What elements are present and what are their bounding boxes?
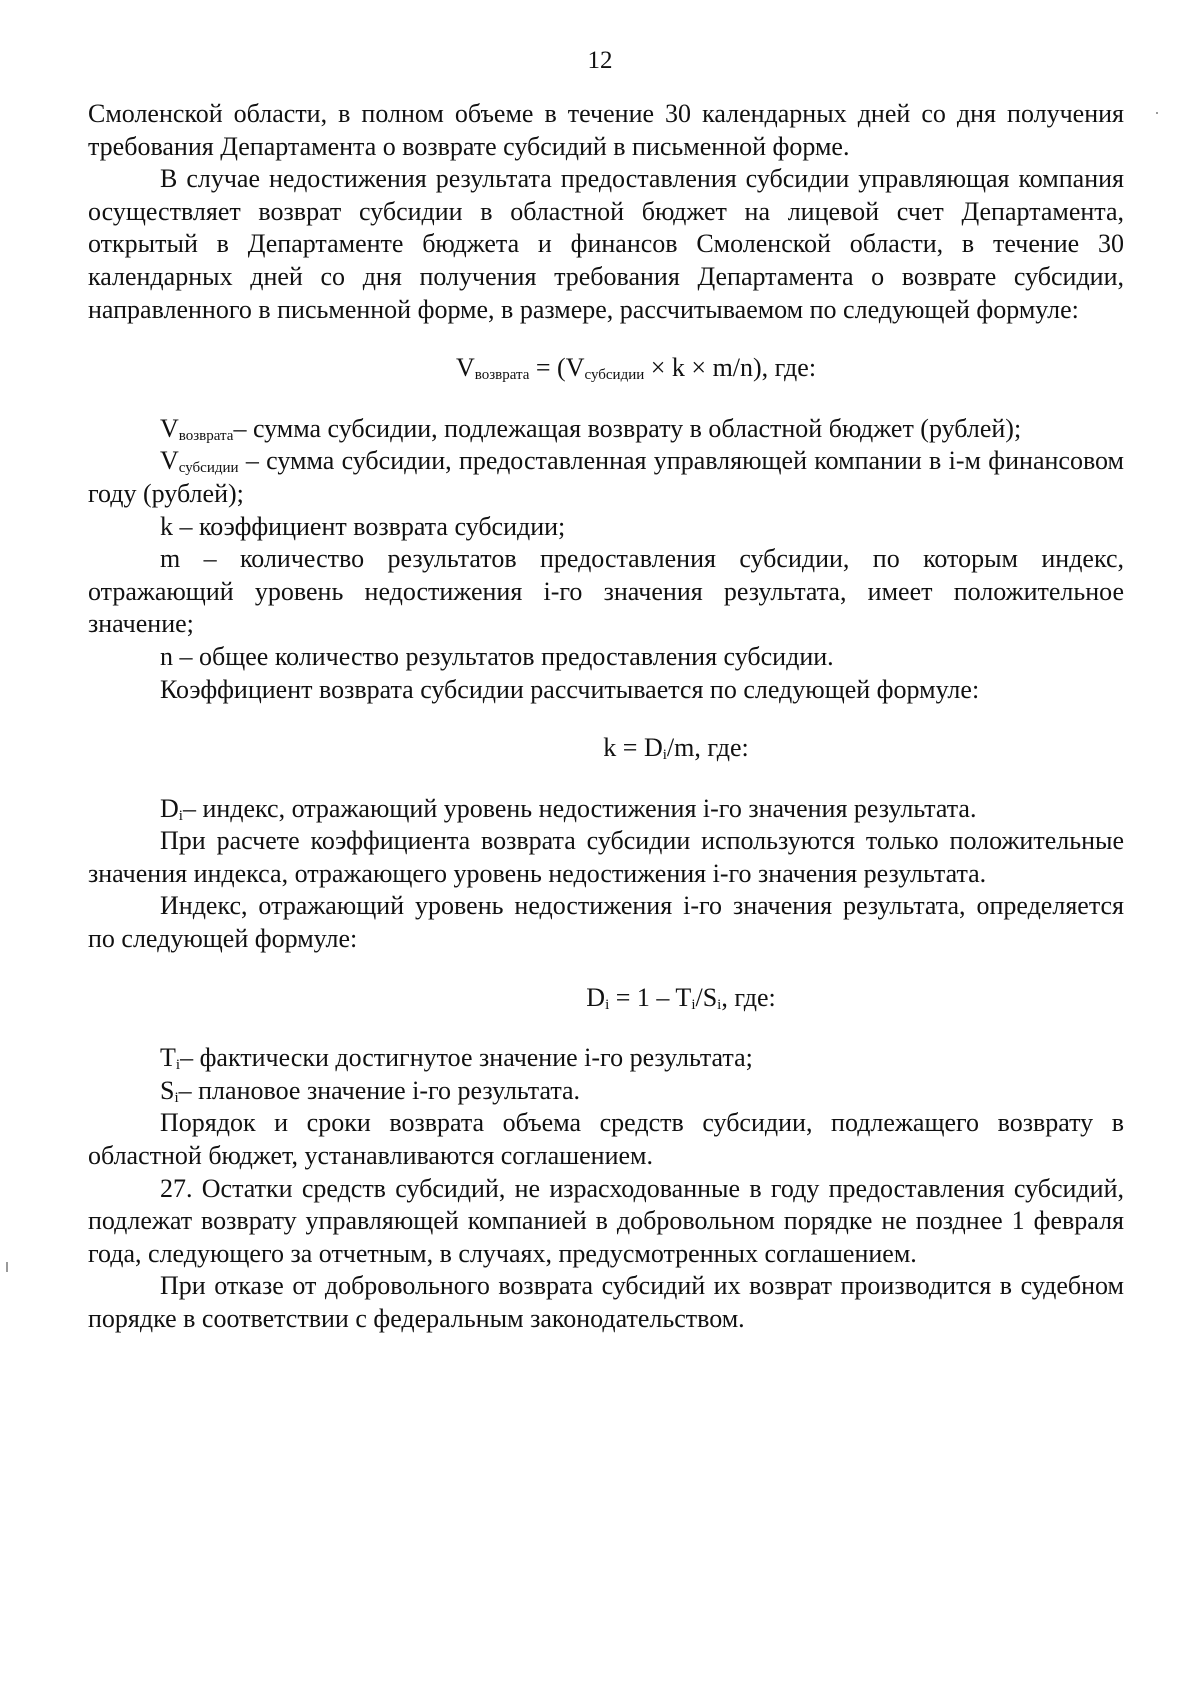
formula-tail: /m, где:: [666, 733, 749, 763]
definition-subscript-i: i: [175, 1057, 181, 1074]
formula-equals-part: = (V: [529, 353, 585, 383]
definition-subscript-subsidy: субсидии: [178, 460, 239, 477]
paragraph-shortfall-return: В случае недостижения результата предоставления субсидии управляющая компания осуществляет возврат субсидии в областной бюджет на лицевой счет Департамента, открытый в Департаменте бюджета и финансов Смоленской области, в течение 30 календарных дней со дня получения требования Департамента о возврате субсидии, направленного в письменной форме, в размере, рассчитываемом по следующей формуле:: [88, 164, 1124, 324]
formula-tail: , где:: [721, 982, 776, 1012]
paragraph-27: 27. Остатки средств субсидий, не израсходованные в году предоставления субсидий, подлежат возврату управляющей компанией в добровольном порядке не позднее 1 февраля года, следующего за отчетным, в случаях, предусмотренных соглашением.: [88, 1173, 1124, 1268]
paragraph-return-order: Порядок и сроки возврата объема средств субсидии, подлежащего возврату в областной бюджет, устанавливаются соглашением.: [88, 1108, 1124, 1171]
definition-v-return: [88, 413, 1124, 446]
definition-text: – фактически достигнутое значение i-го результата;: [180, 1043, 753, 1073]
definition-k: k – коэффициент возврата субсидии;: [160, 511, 566, 541]
definition-subscript-i: i: [174, 1089, 179, 1106]
formula-subscript-i: i: [691, 996, 696, 1013]
definition-m: m – количество результатов предоставления субсидии, по которым индекс, отражающий уровень недостижения i-го значения результата, имеет положительное значение;: [88, 544, 1124, 639]
formula-symbol-v: V: [455, 353, 475, 383]
formula-tail: × k × m/n), где:: [644, 353, 817, 383]
document-body: [88, 98, 1124, 1336]
formula-d: [88, 982, 1124, 1015]
paragraph-k-intro: Коэффициент возврата субсидии рассчитывается по следующей формуле:: [160, 674, 980, 704]
definition-text: – сумма субсидии, предоставленная управляющей компании в i-м финансовом году (рублей);: [88, 446, 1124, 508]
definition-text: – плановое значение i-го результата.: [178, 1075, 581, 1105]
definition-subscript-return: возврата: [178, 427, 234, 444]
formula-subscript-i: i: [717, 996, 722, 1013]
definition-subscript-i: i: [178, 807, 183, 824]
definition-v-subsidy: [88, 445, 1124, 510]
paragraph-court-return: При отказе от добровольного возврата субсидий их возврат производится в судебном порядке в соответствии с федеральным законодательством.: [88, 1271, 1124, 1333]
definition-text: – сумма субсидии, подлежащая возврату в областной бюджет (рублей);: [233, 413, 1022, 443]
definition-symbol-d: D: [160, 793, 179, 823]
definition-t: [88, 1042, 1124, 1075]
formula-subscript-i: i: [605, 996, 610, 1013]
formula-return-amount: [88, 352, 1124, 385]
scan-artifact-dot: [1156, 112, 1158, 114]
formula-equals-part: = 1 – T: [609, 982, 692, 1012]
formula-subscript-subsidy: субсидии: [584, 367, 645, 384]
definition-symbol-v: V: [160, 413, 179, 443]
formula-head: k = D: [603, 733, 663, 763]
definition-text: – индекс, отражающий уровень недостижения i-го значения результата.: [182, 793, 977, 823]
paragraph-positive-values: При расчете коэффициента возврата субсидии используются только положительные значения индекса, отражающего уровень недостижения i-го значения результата.: [88, 826, 1124, 888]
definition-s: [88, 1075, 1124, 1108]
formula-subscript-return: возврата: [474, 367, 530, 384]
scan-artifact-line: [6, 1262, 8, 1272]
formula-symbol-d: D: [586, 982, 606, 1012]
paragraph-d-intro: Индекс, отражающий уровень недостижения i-го значения результата, определяется по следующей формуле:: [88, 891, 1124, 954]
formula-subscript-i: i: [662, 747, 667, 764]
page-number: 12: [587, 47, 613, 74]
definition-d: [88, 793, 1124, 826]
definition-symbol-t: T: [160, 1043, 176, 1073]
definition-n: n – общее количество результатов предоставления субсидии.: [160, 641, 834, 671]
definition-symbol-v: V: [160, 446, 179, 476]
formula-k: [88, 732, 1124, 765]
definition-symbol-s: S: [160, 1075, 175, 1105]
formula-mid: /S: [695, 982, 718, 1012]
paragraph-continuation: Смоленской области, в полном объеме в течение 30 календарных дней со дня получения требования Департамента о возврате субсидий в письменной форме.: [88, 99, 1124, 161]
